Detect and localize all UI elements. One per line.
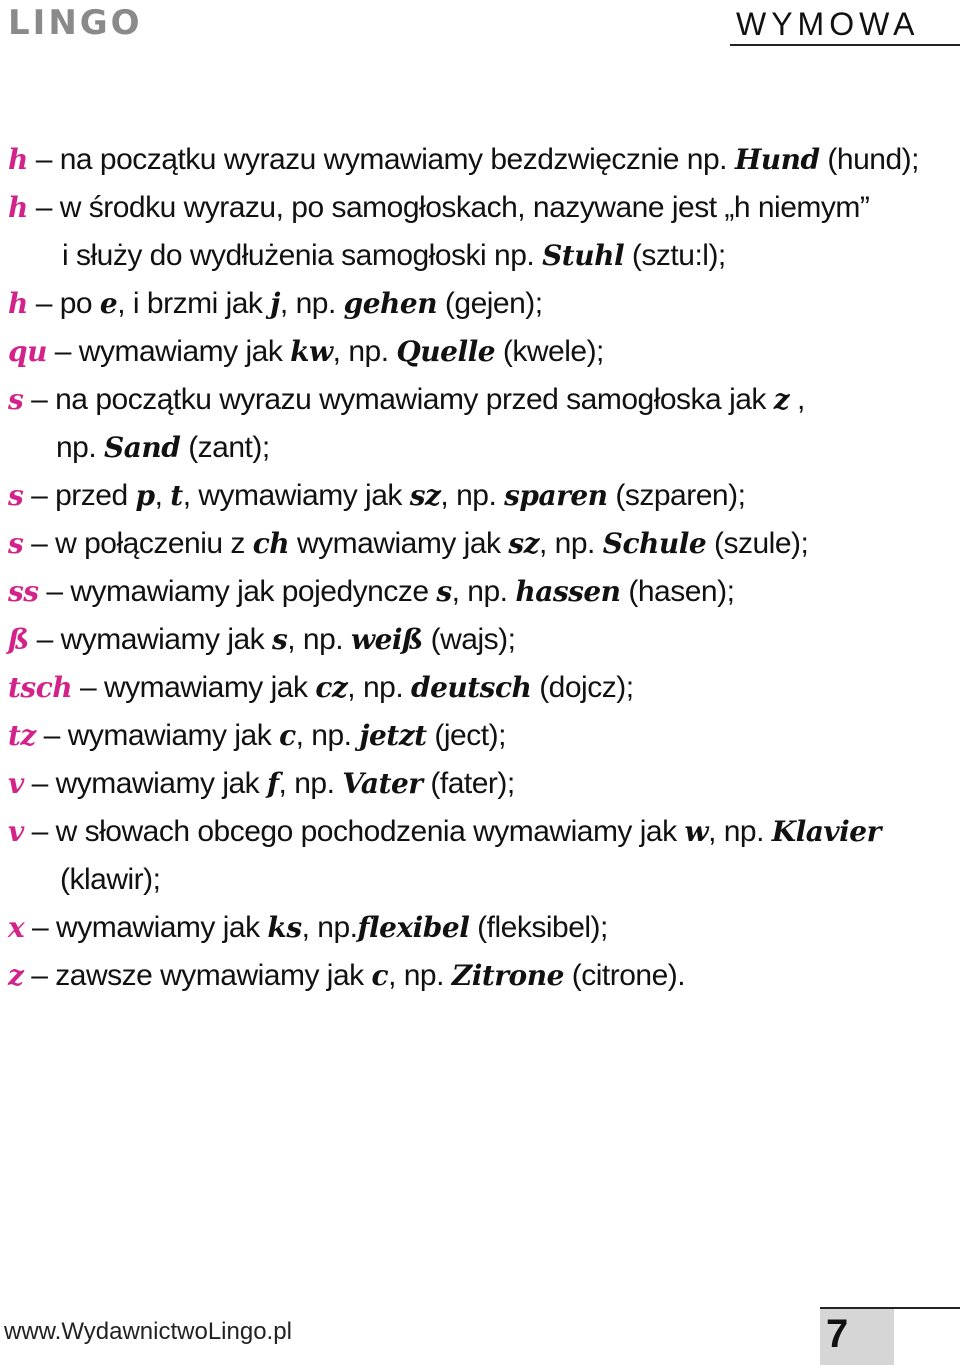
- rule-text: – wymawiamy jak: [72, 671, 316, 704]
- rule-text: , np.: [287, 623, 351, 656]
- letter-key: ß: [8, 623, 29, 656]
- lingo-logo: LINGO: [8, 3, 143, 43]
- rule-text: ,: [154, 479, 171, 512]
- example-word: j: [270, 287, 280, 320]
- rule-line: [8, 472, 948, 520]
- rule-line: [8, 568, 948, 616]
- rule-entry: [8, 568, 948, 616]
- letter-key: tz: [8, 719, 36, 752]
- letter-key: x: [8, 911, 25, 944]
- rule-text: (szparen);: [607, 479, 746, 512]
- rule-continuation-line: [8, 232, 948, 280]
- rule-text: – zawsze wymawiamy jak: [23, 959, 372, 992]
- rule-entry: [8, 808, 948, 904]
- example-word: z: [773, 383, 790, 416]
- example-word: c: [279, 719, 296, 752]
- rule-text: – wymawiamy jak: [24, 911, 268, 944]
- example-word: Hund: [734, 143, 820, 176]
- letter-key: h: [8, 287, 28, 320]
- rule-text: , np.: [708, 815, 772, 848]
- example-word: deutsch: [411, 671, 532, 704]
- rule-text: – wymawiamy jak: [46, 335, 291, 368]
- rule-text: (sztu:l);: [624, 239, 726, 272]
- footer-website-url: www.WydawnictwoLingo.pl: [4, 1318, 292, 1345]
- letter-key: z: [8, 959, 24, 992]
- example-word: Stuhl: [542, 239, 625, 272]
- letter-key: h: [8, 143, 28, 176]
- rule-text: ,: [789, 383, 805, 416]
- example-word: ch: [252, 527, 290, 560]
- rule-text: – przed: [23, 479, 136, 512]
- rule-text: – wymawiamy jak: [28, 623, 272, 656]
- rule-text: , np.: [295, 719, 360, 752]
- rule-text: wymawiamy jak: [289, 527, 509, 560]
- rule-text: (wajs);: [422, 623, 516, 656]
- section-title: WYMOWA: [736, 6, 920, 42]
- rule-text: (fater);: [422, 767, 515, 800]
- rule-text: – w połączeniu z: [23, 527, 253, 560]
- rule-text: , np.: [539, 527, 603, 560]
- example-word: gehen: [343, 287, 438, 320]
- rule-line: [8, 664, 948, 712]
- rule-entry: [8, 376, 948, 472]
- pronunciation-rules-list: [8, 136, 948, 1000]
- rule-text: i służy do wydłużenia samogłoski np.: [62, 239, 543, 272]
- example-word: Quelle: [396, 335, 496, 368]
- example-word: f: [267, 767, 279, 800]
- rule-line: [8, 904, 948, 952]
- rule-text: – w środku wyrazu, po samogłoskach, nazywane jest „h niemym”: [27, 191, 870, 224]
- rule-line: [8, 376, 948, 424]
- letter-key: s: [8, 383, 24, 416]
- rule-text: (zant);: [180, 431, 270, 464]
- rule-entry: [8, 712, 948, 760]
- rule-line: [8, 280, 948, 328]
- example-word: s: [272, 623, 288, 656]
- rule-text: (hasen);: [620, 575, 735, 608]
- example-word: kw: [290, 335, 333, 368]
- rule-entry: [8, 520, 948, 568]
- example-word: Zitrone: [451, 959, 564, 992]
- rule-line: [8, 520, 948, 568]
- rule-line: [8, 712, 948, 760]
- example-word: w: [684, 815, 709, 848]
- rule-text: (klawir);: [60, 863, 161, 896]
- rule-line: [8, 808, 948, 856]
- rule-text: , np.: [279, 287, 344, 320]
- letter-key: s: [8, 479, 24, 512]
- rule-continuation-line: [8, 424, 948, 472]
- rule-line: [8, 136, 948, 184]
- rule-text: , wymawiamy jak: [182, 479, 410, 512]
- rule-entry: [8, 616, 948, 664]
- rule-text: , i brzmi jak: [117, 287, 271, 320]
- rule-continuation-line: [8, 856, 948, 904]
- letter-key: ss: [8, 575, 39, 608]
- rule-entry: [8, 328, 948, 376]
- rule-line: [8, 952, 948, 1000]
- rule-text: , np.: [301, 911, 358, 944]
- rule-text: – na początku wyrazu wymawiamy przed samogłoska jak: [23, 383, 774, 416]
- example-word: Sand: [104, 431, 181, 464]
- example-word: p: [135, 479, 155, 512]
- example-word: c: [371, 959, 389, 992]
- rule-text: (dojcz);: [531, 671, 634, 704]
- header-rule: [730, 44, 960, 46]
- example-word: sz: [508, 527, 540, 560]
- example-word: sz: [409, 479, 441, 512]
- page-number: 7: [826, 1312, 849, 1356]
- example-word: Klavier: [771, 815, 881, 848]
- rule-entry: [8, 664, 948, 712]
- example-word: s: [436, 575, 452, 608]
- rule-text: (szule);: [706, 527, 809, 560]
- rule-text: – w słowach obcego pochodzenia wymawiamy jak: [23, 815, 685, 848]
- rule-text: (ject);: [426, 719, 506, 752]
- rule-line: [8, 328, 948, 376]
- example-word: hassen: [515, 575, 621, 608]
- rule-text: (kwele);: [495, 335, 604, 368]
- rule-entry: [8, 760, 948, 808]
- rule-text: , np.: [451, 575, 516, 608]
- example-word: flexibel: [357, 911, 470, 944]
- rule-entry: [8, 472, 948, 520]
- rule-text: – po: [27, 287, 100, 320]
- rule-text: (hund);: [819, 143, 919, 176]
- example-word: Vater: [342, 767, 423, 800]
- rule-text: – na początku wyrazu wymawiamy bezdzwięcznie np.: [27, 143, 735, 176]
- rule-entry: [8, 136, 948, 184]
- example-word: t: [170, 479, 183, 512]
- letter-key: v: [8, 767, 24, 800]
- example-word: ks: [267, 911, 302, 944]
- example-word: sparen: [504, 479, 608, 512]
- letter-key: s: [8, 527, 24, 560]
- rule-text: , np.: [332, 335, 397, 368]
- rule-entry: [8, 904, 948, 952]
- letter-key: tsch: [8, 671, 73, 704]
- rule-text: , np.: [347, 671, 411, 704]
- rule-text: – wymawiamy jak: [23, 767, 267, 800]
- rule-text: (gejen);: [437, 287, 543, 320]
- rule-line: [8, 184, 948, 232]
- rule-line: [8, 760, 948, 808]
- rule-text: (fleksibel);: [469, 911, 608, 944]
- rule-text: , np.: [440, 479, 505, 512]
- letter-key: v: [8, 815, 24, 848]
- rule-text: np.: [56, 431, 105, 464]
- rule-text: – wymawiamy jak pojedyncze: [38, 575, 437, 608]
- rule-text: – wymawiamy jak: [35, 719, 280, 752]
- rule-entry: [8, 184, 948, 280]
- letter-key: h: [8, 191, 28, 224]
- example-word: e: [99, 287, 118, 320]
- rule-text: , np.: [388, 959, 452, 992]
- letter-key: qu: [8, 335, 47, 368]
- rule-text: , np.: [278, 767, 343, 800]
- rule-entry: [8, 280, 948, 328]
- example-word: weiß: [350, 623, 423, 656]
- example-word: cz: [315, 671, 348, 704]
- rule-entry: [8, 952, 948, 1000]
- example-word: Schule: [602, 527, 707, 560]
- rule-text: (citrone).: [563, 959, 686, 992]
- example-word: jetzt: [359, 719, 427, 752]
- rule-line: [8, 616, 948, 664]
